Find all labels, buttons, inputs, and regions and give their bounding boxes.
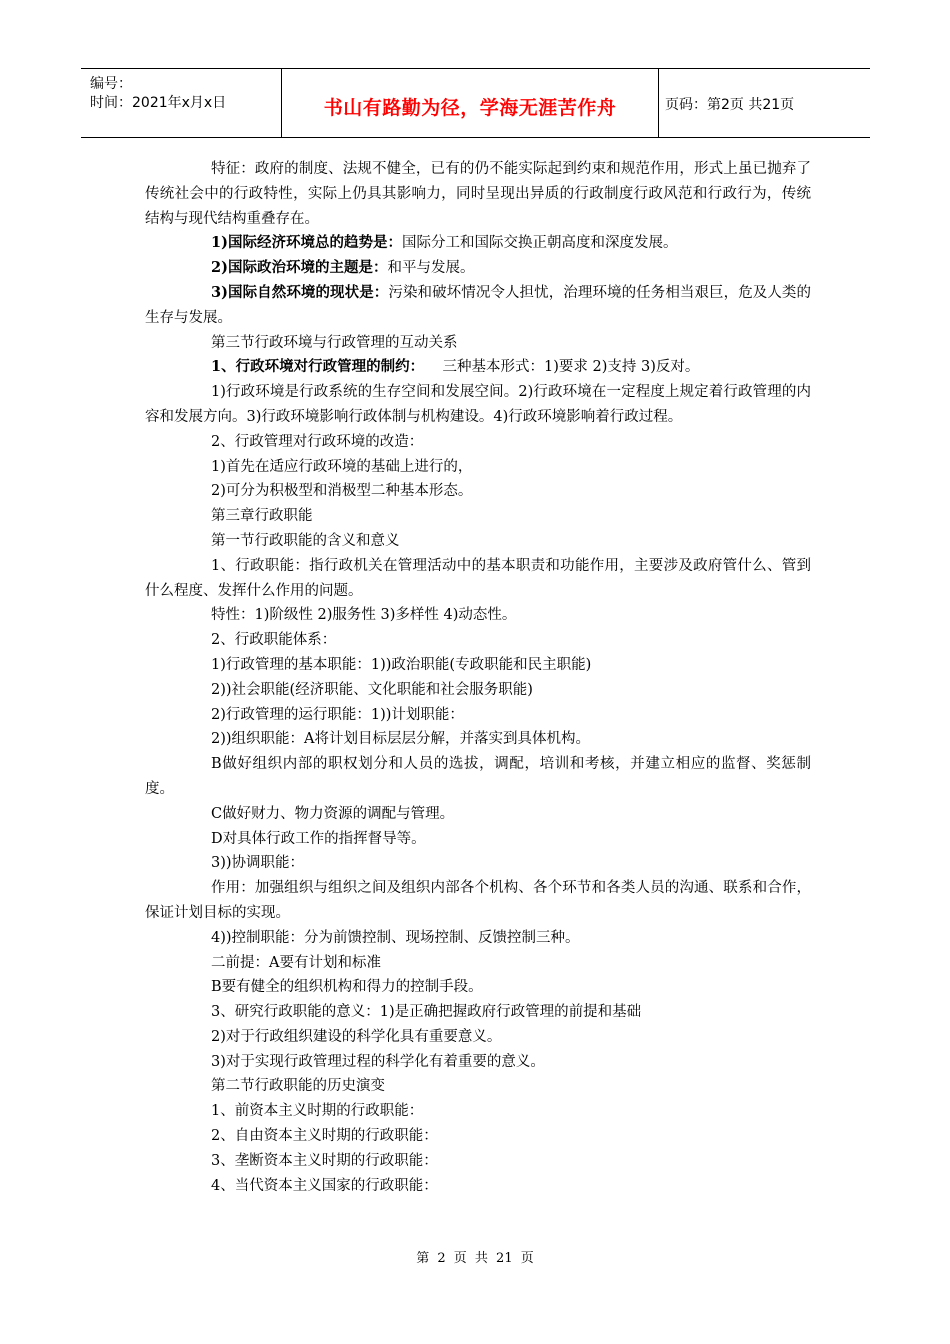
bold-lead: 1、行政环境对行政管理的制约： [211, 358, 425, 376]
page-info: 页码：第2页 共21页 [665, 97, 795, 113]
paragraph [145, 628, 811, 653]
paragraph-text: 1、行政职能：指行政机关在管理活动中的基本职责和功能作用，主要涉及政府管什么、管到什么程度、发挥什么作用的问题。 [145, 557, 811, 599]
paragraph-text: 2)对于行政组织建设的科学化具有重要意义。 [211, 1028, 502, 1045]
paragraph [145, 802, 811, 827]
motto-text: 书山有路勤为径，学海无涯苦作舟 [323, 97, 617, 119]
page-header [81, 68, 870, 138]
paragraph [145, 876, 811, 926]
paragraph-text: C做好财力、物力资源的调配与管理。 [211, 805, 455, 822]
paragraph [145, 603, 811, 628]
paragraph-text: 4、当代资本主义国家的行政职能： [211, 1177, 438, 1194]
paragraph-text: B做好组织内部的职权划分和人员的选拔，调配，培训和考核，并建立相应的监督、奖惩制度。 [145, 756, 811, 797]
paragraph [145, 1099, 811, 1124]
paragraph [145, 951, 811, 976]
paragraph-text: 二前提：A要有计划和标准 [211, 954, 381, 971]
paragraph [145, 975, 811, 1000]
paragraph [145, 752, 811, 802]
paragraph [145, 554, 811, 604]
paragraph [145, 678, 811, 703]
paragraph [145, 380, 811, 430]
paragraph-text: 和平与发展。 [387, 260, 475, 277]
header-center-cell [282, 69, 659, 137]
paragraph [145, 703, 811, 728]
paragraph-text: 第三章行政职能 [211, 508, 313, 525]
paragraph-text: 第一节行政职能的含义和意义 [211, 532, 400, 549]
paragraph-text: 2、行政管理对行政环境的改造： [211, 433, 424, 450]
paragraph-text: 作用：加强组织与组织之间及组织内部各个机构、各个环节和各类人员的沟通、联系和合作，保证计划目标的实现。 [145, 880, 811, 921]
paragraph [145, 1074, 811, 1099]
paragraph [145, 157, 811, 231]
paragraph-text: 1、前资本主义时期的行政职能： [211, 1103, 424, 1120]
paragraph-text: 2)可分为积极型和消极型二种基本形态。 [211, 483, 473, 500]
paragraph-text: 2))组织职能：A将计划目标层层分解，并落实到具体机构。 [211, 731, 591, 748]
paragraph [145, 1050, 811, 1075]
serial-label: 编号： [90, 76, 132, 92]
paragraph [145, 926, 811, 951]
bold-lead: 2)国际政治环境的主题是： [211, 259, 388, 277]
paragraph-text: 2、自由资本主义时期的行政职能： [211, 1128, 438, 1145]
paragraph [145, 455, 811, 480]
paragraph-text: 1)行政管理的基本职能：1))政治职能(专政职能和民主职能) [211, 656, 592, 673]
paragraph [145, 827, 811, 852]
paragraph-text: 污染和破坏情况令人担忧，治理环境的任务相当艰巨，危及人类的生存与发展。 [145, 284, 812, 326]
paragraph [145, 281, 811, 331]
paragraph-text: 三种基本形式：1)要求 2)支持 3)反对。 [424, 359, 700, 376]
date-text: 时间：2021年x月x日 [90, 95, 227, 111]
paragraph [145, 231, 811, 256]
document-body [145, 157, 811, 1198]
paragraph [145, 1174, 811, 1199]
paragraph [145, 727, 811, 752]
paragraph [145, 331, 811, 356]
paragraph [145, 504, 811, 529]
paragraph-text: B要有健全的组织机构和得力的控制手段。 [211, 979, 483, 996]
paragraph-text: 3、垄断资本主义时期的行政职能： [211, 1152, 438, 1169]
paragraph-text: 2)行政管理的运行职能：1))计划职能： [211, 706, 464, 723]
paragraph [145, 256, 811, 281]
paragraph-text: 2、行政职能体系： [211, 632, 337, 649]
paragraph-text: 1)首先在适应行政环境的基础上进行的， [211, 458, 473, 475]
header-left-cell [81, 69, 282, 137]
paragraph-text: 3))协调职能： [211, 855, 305, 872]
paragraph [145, 1000, 811, 1025]
paragraph [145, 430, 811, 455]
paragraph-text: 3、研究行政职能的意义：1)是正确把握政府行政管理的前提和基础 [211, 1004, 642, 1021]
paragraph [145, 1124, 811, 1149]
paragraph [145, 851, 811, 876]
paragraph [145, 355, 811, 380]
paragraph-text: 特性：1)阶级性 2)服务性 3)多样性 4)动态性。 [211, 607, 517, 624]
paragraph-text: 2))社会职能(经济职能、文化职能和社会服务职能) [211, 681, 533, 698]
page-footer: 第 2 页 共 21 页 [416, 1251, 534, 1266]
paragraph-text: D对具体行政工作的指挥督导等。 [211, 830, 426, 847]
paragraph-text: 1)行政环境是行政系统的生存空间和发展空间。2)行政环境在一定程度上规定着行政管理的内容和发展方向。3)行政环境影响行政体制与机构建设。4)行政环境影响着行政过程。 [145, 384, 811, 425]
paragraph [145, 1149, 811, 1174]
bold-lead: 1)国际经济环境总的趋势是： [211, 234, 402, 252]
paragraph-text: 第三节行政环境与行政管理的互动关系 [211, 334, 458, 351]
paragraph [145, 479, 811, 504]
paragraph [145, 653, 811, 678]
paragraph [145, 1025, 811, 1050]
paragraph-text: 3)对于实现行政管理过程的科学化有着重要的意义。 [211, 1053, 545, 1070]
paragraph-text: 4))控制职能：分为前馈控制、现场控制、反馈控制三种。 [211, 929, 580, 946]
header-right-cell [659, 69, 870, 137]
paragraph-text: 特征：政府的制度、法规不健全，已有的仍不能实际起到约束和规范作用，形式上虽已抛弃了传统社会中的行政特性，实际上仍具其影响力，同时呈现出异质的行政制度行政风范和行政行为，传统结构与现代结构重叠存在。 [145, 161, 811, 227]
paragraph-text: 国际分工和国际交换正朝高度和深度发展。 [401, 235, 678, 252]
paragraph [145, 529, 811, 554]
paragraph-text: 第二节行政职能的历史演变 [211, 1078, 385, 1095]
bold-lead: 3)国际自然环境的现状是： [211, 283, 389, 301]
